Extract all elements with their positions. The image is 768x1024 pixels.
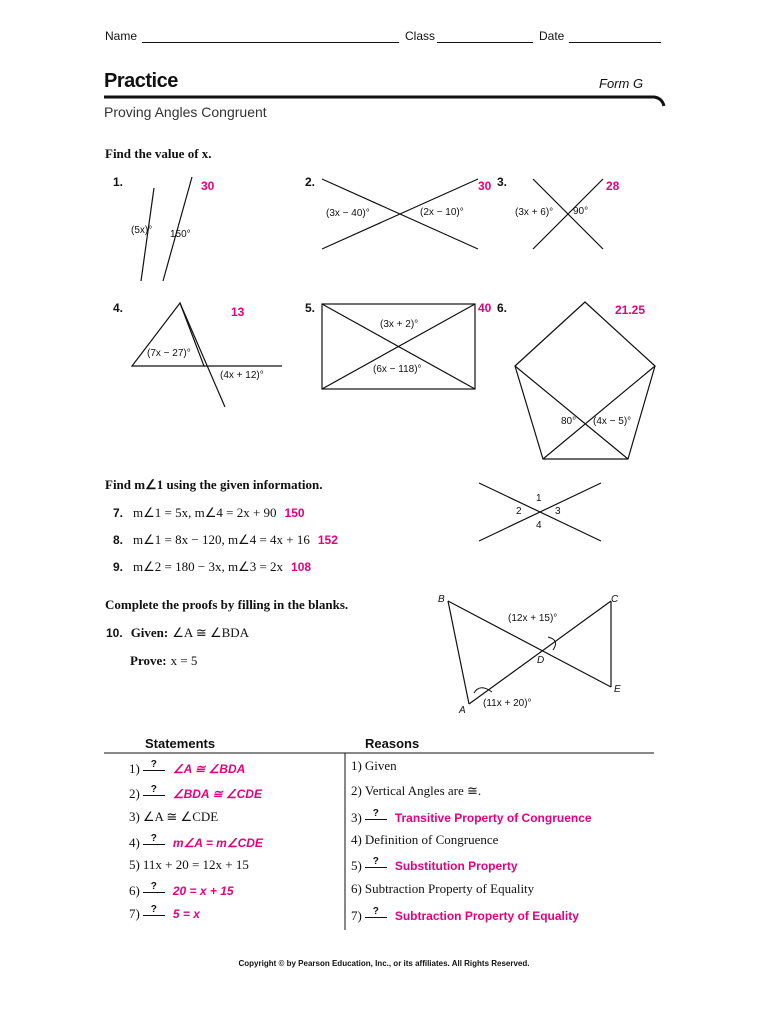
statement-row-5 (129, 856, 249, 874)
problem-2-label-a: (3x − 40)° (326, 208, 370, 219)
given-label: Given: (130, 625, 169, 640)
problem-5-answer: 40 (478, 301, 492, 315)
section2-instruction: Find m∠1 using the given information. (105, 477, 323, 492)
problem-9 (113, 558, 311, 576)
problem-4-number: 4. (113, 301, 124, 315)
statement-text: 11x + 20 = 12x + 15 (142, 857, 249, 872)
problem-5-label-a: (3x + 2)° (380, 319, 419, 330)
problem-7 (113, 504, 305, 522)
statement-blank[interactable]: ? (143, 882, 165, 893)
reason-blank[interactable]: ? (365, 857, 387, 868)
statement-answer: 5 = x (172, 907, 200, 921)
statement-text: ∠A ≅ ∠CDE (142, 809, 219, 824)
angle-bottom-label: (11x + 20)° (483, 698, 532, 709)
reason-row-number: 4) (351, 832, 362, 847)
reason-row-4 (351, 831, 498, 849)
problem-5-number: 5. (305, 301, 316, 315)
problem-2-label-b: (2x − 10)° (420, 207, 464, 218)
statement-blank[interactable]: ? (143, 834, 165, 845)
problem-9-text: m∠2 = 180 − 3x, m∠3 = 2x (133, 559, 284, 574)
reason-row-number: 5) (351, 858, 362, 873)
reason-row-number: 3) (351, 810, 362, 825)
problem-8-answer: 152 (317, 533, 338, 547)
name-label: Name (105, 29, 138, 43)
problem-3-answer: 28 (606, 179, 620, 193)
problem-1-answer: 30 (201, 179, 215, 193)
statement-row-number: 3) (129, 809, 140, 824)
statement-row-2 (129, 785, 262, 803)
problem-6-answer: 21.25 (615, 303, 646, 317)
reason-row-number: 6) (351, 881, 362, 896)
reason-answer: Substitution Property (394, 859, 518, 873)
reason-answer: Transitive Property of Congruence (394, 811, 592, 825)
problem-3-label-b: 90° (573, 206, 589, 217)
problem-10-number: 10. (106, 626, 123, 640)
reason-text: Given (364, 758, 397, 773)
statement-answer: ∠BDA ≅ ∠CDE (172, 787, 262, 801)
problem-9-answer: 108 (291, 560, 312, 574)
reason-text: Subtraction Property of Equality (364, 881, 535, 896)
statement-row-number: 6) (129, 883, 140, 898)
problem-2-answer: 30 (478, 179, 492, 193)
statement-row-number: 5) (129, 857, 140, 872)
statement-answer: 20 = x + 15 (172, 884, 234, 898)
problem-3-label-a: (3x + 6)° (515, 207, 554, 218)
form-label: Form G (599, 76, 644, 91)
section3-instruction: Complete the proofs by filling in the blanks. (105, 597, 349, 612)
statement-row-number: 7) (129, 906, 140, 921)
statement-blank[interactable]: ? (143, 760, 165, 771)
reason-row-1 (351, 757, 397, 775)
problem-6-number: 6. (497, 301, 508, 315)
problem-2-number: 2. (305, 175, 316, 189)
reason-row-number: 2) (351, 783, 362, 798)
reason-blank[interactable]: ? (365, 809, 387, 820)
angle-label-2: 2 (516, 506, 522, 517)
reason-text: Definition of Congruence (364, 832, 499, 847)
statement-row-number: 4) (129, 835, 140, 850)
problem-3-number: 3. (497, 175, 508, 189)
statements-header: Statements (145, 736, 216, 751)
class-label: Class (405, 29, 436, 43)
problem-6-label-b: (4x − 5)° (593, 416, 632, 427)
reason-blank[interactable]: ? (365, 907, 387, 918)
reason-row-number: 1) (351, 758, 362, 773)
problem-1-number: 1. (113, 175, 124, 189)
section1-instruction: Find the value of x. (105, 146, 212, 161)
reason-row-7 (351, 907, 579, 925)
problem-9-number: 9. (113, 560, 124, 574)
given-text: ∠A ≅ ∠BDA (172, 625, 250, 640)
prove-text: x = 5 (170, 653, 198, 668)
statement-row-7 (129, 905, 200, 923)
problem-8 (113, 531, 338, 549)
problem-6-label-a: 80° (561, 416, 577, 427)
statement-blank[interactable]: ? (143, 905, 165, 916)
statement-answer: m∠A = m∠CDE (172, 836, 263, 850)
statement-row-1 (129, 760, 245, 778)
point-b-label: B (438, 594, 445, 605)
reason-row-6 (351, 880, 534, 898)
angle-top-label: (12x + 15)° (508, 613, 558, 624)
angle-label-3: 3 (555, 506, 561, 517)
problem-4-label-a: (7x − 27)° (147, 348, 191, 359)
statement-row-3 (129, 808, 218, 826)
problem-1-label-b: 150° (170, 229, 191, 240)
proof-prove (130, 652, 197, 670)
statement-row-4 (129, 834, 263, 852)
statement-row-number: 1) (129, 761, 140, 776)
reason-row-number: 7) (351, 908, 362, 923)
problem-4-answer: 13 (231, 305, 245, 319)
point-c-label: C (611, 594, 619, 605)
prove-label: Prove: (130, 653, 167, 668)
proof-given (106, 624, 249, 642)
problem-8-text: m∠1 = 8x − 120, m∠4 = 4x + 16 (133, 532, 310, 547)
point-e-label: E (614, 684, 621, 695)
statement-row-number: 2) (129, 786, 140, 801)
reason-row-5 (351, 857, 518, 875)
problem-4-label-b: (4x + 12)° (220, 370, 264, 381)
date-label: Date (539, 29, 565, 43)
reason-row-2 (351, 782, 481, 800)
angle-label-4: 4 (536, 520, 542, 531)
problem-7-answer: 150 (284, 506, 305, 520)
reason-row-3 (351, 809, 592, 827)
problem-1-label-a: (5x)° (131, 225, 153, 236)
problem-7-number: 7. (113, 506, 124, 520)
copyright-footer: Copyright © by Pearson Education, Inc., or its affiliates. All Rights Reserved. (238, 959, 530, 968)
statement-blank[interactable]: ? (143, 785, 165, 796)
reason-answer: Subtraction Property of Equality (394, 909, 579, 923)
problem-8-number: 8. (113, 533, 124, 547)
angle-label-1: 1 (536, 493, 542, 504)
reason-text: Vertical Angles are ≅. (364, 783, 482, 798)
point-d-label: D (537, 655, 545, 666)
statement-answer: ∠A ≅ ∠BDA (172, 762, 246, 776)
reasons-header: Reasons (365, 736, 420, 751)
point-a-label: A (459, 705, 466, 716)
statement-row-6 (129, 882, 234, 900)
problem-7-text: m∠1 = 5x, m∠4 = 2x + 90 (133, 505, 277, 520)
problem-5-label-b: (6x − 118)° (373, 364, 422, 375)
page-subtitle: Proving Angles Congruent (104, 104, 267, 120)
page-title: Practice (104, 70, 178, 92)
